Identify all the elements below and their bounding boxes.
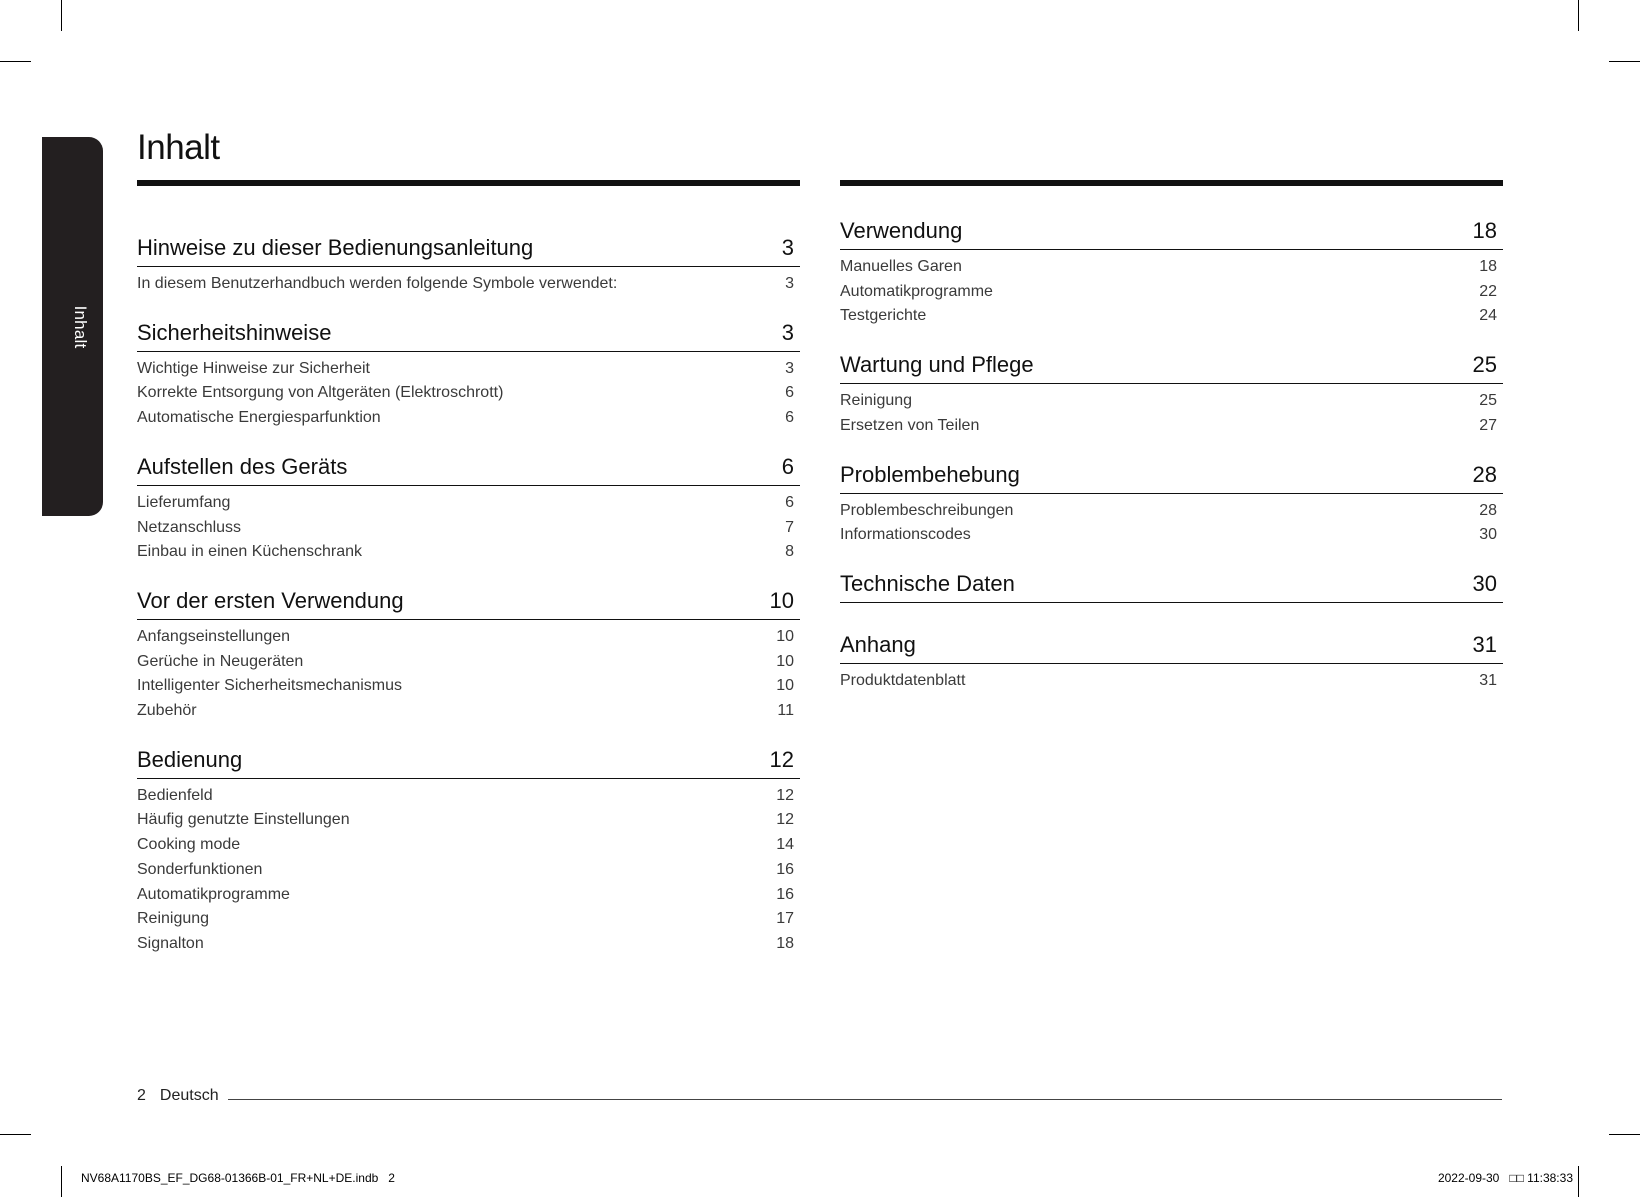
toc-item-label: Anfangseinstellungen [137, 627, 291, 645]
toc-item-page: 10 [776, 627, 794, 645]
print-slug-datetime: 2022-09-30 □□ 11:38:33 [1437, 1171, 1573, 1185]
toc-item[interactable] [137, 699, 800, 724]
toc-item-label: Automatikprogramme [137, 885, 290, 903]
toc-item-page: 17 [776, 910, 794, 928]
toc-section-page: 18 [1472, 218, 1497, 243]
toc-item-label: Informationscodes [840, 526, 971, 544]
toc-section-title: Aufstellen des Geräts [137, 453, 348, 479]
toc-item-list [137, 352, 800, 431]
toc-section [137, 319, 800, 431]
toc-section-heading[interactable] [137, 319, 800, 352]
toc-item-page: 16 [776, 860, 794, 878]
toc-item-page: 18 [776, 934, 794, 952]
toc-item-page: 27 [1479, 416, 1497, 434]
footer-language: Deutsch [159, 1087, 219, 1104]
toc-item-page: 3 [785, 359, 794, 377]
toc-section [137, 453, 800, 565]
toc-item-label: Intelligenter Sicherheitsmechanismus [137, 677, 403, 695]
toc-item-label: In diesem Benutzerhandbuch werden folgende Symbole verwendet: [137, 275, 618, 292]
toc-section-heading[interactable] [840, 631, 1503, 664]
toc-item[interactable] [137, 516, 800, 541]
toc-section-title: Hinweise zu dieser Bedienungsanleitung [137, 235, 534, 260]
toc-item[interactable] [840, 669, 1503, 694]
toc-item[interactable] [137, 381, 800, 406]
toc-item[interactable] [137, 932, 800, 957]
toc-section-heading[interactable] [137, 234, 800, 267]
toc-section-heading[interactable] [137, 746, 800, 779]
toc-right-column [840, 217, 1503, 716]
toc-item-page: 7 [785, 518, 794, 536]
toc-item-label: Wichtige Hinweise zur Sicherheit [137, 359, 370, 377]
crop-mark [1578, 1166, 1579, 1197]
toc-section-heading[interactable] [840, 461, 1503, 494]
side-tab-label: Inhalt [71, 305, 90, 349]
toc-item[interactable] [840, 389, 1503, 414]
toc-item[interactable] [840, 499, 1503, 524]
toc-section-page: 3 [781, 235, 794, 260]
toc-item-list [840, 664, 1503, 694]
toc-item[interactable] [137, 883, 800, 908]
toc-item-label: Sonderfunktionen [137, 860, 263, 878]
toc-section-page: 30 [1472, 570, 1497, 596]
toc-item-label: Cooking mode [137, 836, 241, 854]
toc-section-page: 31 [1472, 631, 1497, 657]
toc-section-page: 6 [781, 453, 794, 479]
toc-item[interactable] [137, 272, 800, 297]
toc-item[interactable] [137, 907, 800, 932]
title-rule-left [137, 180, 800, 186]
toc-section-heading[interactable] [137, 587, 800, 620]
crop-mark [1609, 1134, 1640, 1135]
toc-item-label: Korrekte Entsorgung von Altgeräten (Elektroschrott) [137, 384, 504, 402]
toc-section-page: 28 [1472, 461, 1497, 487]
toc-item[interactable] [137, 406, 800, 431]
toc-item-page: 10 [776, 652, 794, 670]
toc-section-page: 12 [769, 746, 794, 772]
crop-mark [61, 1166, 62, 1197]
crop-mark [1609, 61, 1640, 62]
toc-section [840, 461, 1503, 548]
toc-item-label: Lieferumfang [137, 493, 231, 511]
toc-item-page: 6 [785, 384, 794, 402]
toc-item-page: 31 [1479, 671, 1497, 689]
toc-item-page: 14 [776, 836, 794, 854]
toc-item-label: Problembeschreibungen [840, 501, 1014, 519]
title-rule-right [840, 180, 1503, 186]
toc-section [137, 587, 800, 724]
toc-section [137, 746, 800, 957]
toc-section-title: Sicherheitshinweise [137, 319, 332, 345]
toc-item[interactable] [137, 491, 800, 516]
toc-item[interactable] [840, 414, 1503, 439]
toc-section [137, 234, 800, 297]
crop-mark [61, 0, 62, 31]
toc-item-list [840, 494, 1503, 548]
toc-item-label: Häufig genutzte Einstellungen [137, 811, 350, 829]
toc-section [840, 570, 1503, 603]
toc-item[interactable] [137, 650, 800, 675]
toc-item-label: Einbau in einen Küchenschrank [137, 543, 363, 561]
toc-item[interactable] [137, 784, 800, 809]
toc-section-title: Technische Daten [840, 570, 1015, 596]
toc-item-label: Produktdatenblatt [840, 671, 966, 689]
toc-item-label: Netzanschluss [137, 518, 242, 536]
print-slug-filename: NV68A1170BS_EF_DG68-01366B-01_FR+NL+DE.indb 2 [81, 1171, 395, 1185]
footer-page-info [137, 1087, 219, 1105]
toc-section-page: 25 [1472, 352, 1497, 378]
toc-item[interactable] [840, 280, 1503, 305]
toc-item-page: 18 [1479, 258, 1497, 275]
toc-item-page: 22 [1479, 282, 1497, 300]
toc-section [840, 217, 1503, 329]
toc-section-page: 10 [769, 587, 794, 613]
toc-item[interactable] [840, 255, 1503, 280]
crop-mark [0, 1134, 31, 1135]
toc-item-label: Bedienfeld [137, 786, 213, 804]
toc-item-list [137, 620, 800, 724]
toc-item-page: 28 [1479, 501, 1497, 519]
page-title: Inhalt [137, 128, 220, 167]
toc-item[interactable] [137, 858, 800, 883]
toc-section-heading[interactable] [840, 351, 1503, 384]
toc-item-list [137, 267, 800, 297]
toc-item-label: Testgerichte [840, 307, 927, 325]
toc-section-title: Bedienung [137, 746, 243, 772]
toc-section-heading[interactable] [840, 217, 1503, 250]
toc-item-list [840, 384, 1503, 438]
toc-item[interactable] [840, 304, 1503, 329]
toc-item-label: Zubehör [137, 702, 197, 720]
toc-section-heading[interactable] [137, 453, 800, 486]
crop-mark [1578, 0, 1579, 31]
toc-item-page: 12 [776, 786, 794, 804]
toc-left-column [137, 234, 800, 979]
toc-item-label: Gerüche in Neugeräten [137, 652, 304, 670]
toc-item-label: Reinigung [137, 910, 210, 928]
toc-item[interactable] [137, 833, 800, 858]
toc-item-page: 12 [776, 811, 794, 829]
crop-mark [0, 61, 31, 62]
toc-item[interactable] [137, 674, 800, 699]
toc-item-list [137, 486, 800, 565]
toc-item-page: 10 [776, 677, 794, 695]
toc-section-title: Problembehebung [840, 461, 1020, 487]
toc-item-label: Manuelles Garen [840, 258, 962, 275]
footer-page-number: 2 [137, 1087, 146, 1104]
toc-item[interactable] [137, 540, 800, 565]
toc-item-label: Ersetzen von Teilen [840, 416, 980, 434]
toc-item[interactable] [840, 523, 1503, 548]
toc-section-page: 3 [781, 319, 794, 345]
toc-item-page: 24 [1479, 307, 1497, 325]
toc-item-label: Automatikprogramme [840, 282, 993, 300]
toc-item-label: Automatische Energiesparfunktion [137, 409, 381, 427]
toc-section-title: Verwendung [840, 218, 963, 243]
toc-item-page: 3 [785, 275, 794, 292]
toc-section [840, 351, 1503, 438]
toc-item[interactable] [137, 808, 800, 833]
toc-item[interactable] [137, 357, 800, 382]
toc-item[interactable] [137, 625, 800, 650]
toc-item-page: 6 [785, 493, 794, 511]
toc-item-page: 8 [785, 543, 794, 561]
toc-item-list [137, 779, 800, 957]
toc-section-title: Anhang [840, 631, 916, 657]
toc-item-label: Signalton [137, 934, 204, 952]
toc-item-page: 11 [777, 702, 794, 720]
footer-rule [228, 1099, 1502, 1100]
toc-section-heading[interactable] [840, 570, 1503, 603]
toc-item-label: Reinigung [840, 392, 913, 410]
toc-section-title: Wartung und Pflege [840, 352, 1034, 378]
toc-section [840, 631, 1503, 694]
toc-item-page: 6 [785, 409, 794, 427]
toc-item-list [840, 250, 1503, 329]
toc-item-page: 30 [1479, 526, 1497, 544]
toc-item-page: 16 [776, 885, 794, 903]
toc-item-page: 25 [1479, 392, 1497, 410]
toc-section-title: Vor der ersten Verwendung [137, 587, 404, 613]
